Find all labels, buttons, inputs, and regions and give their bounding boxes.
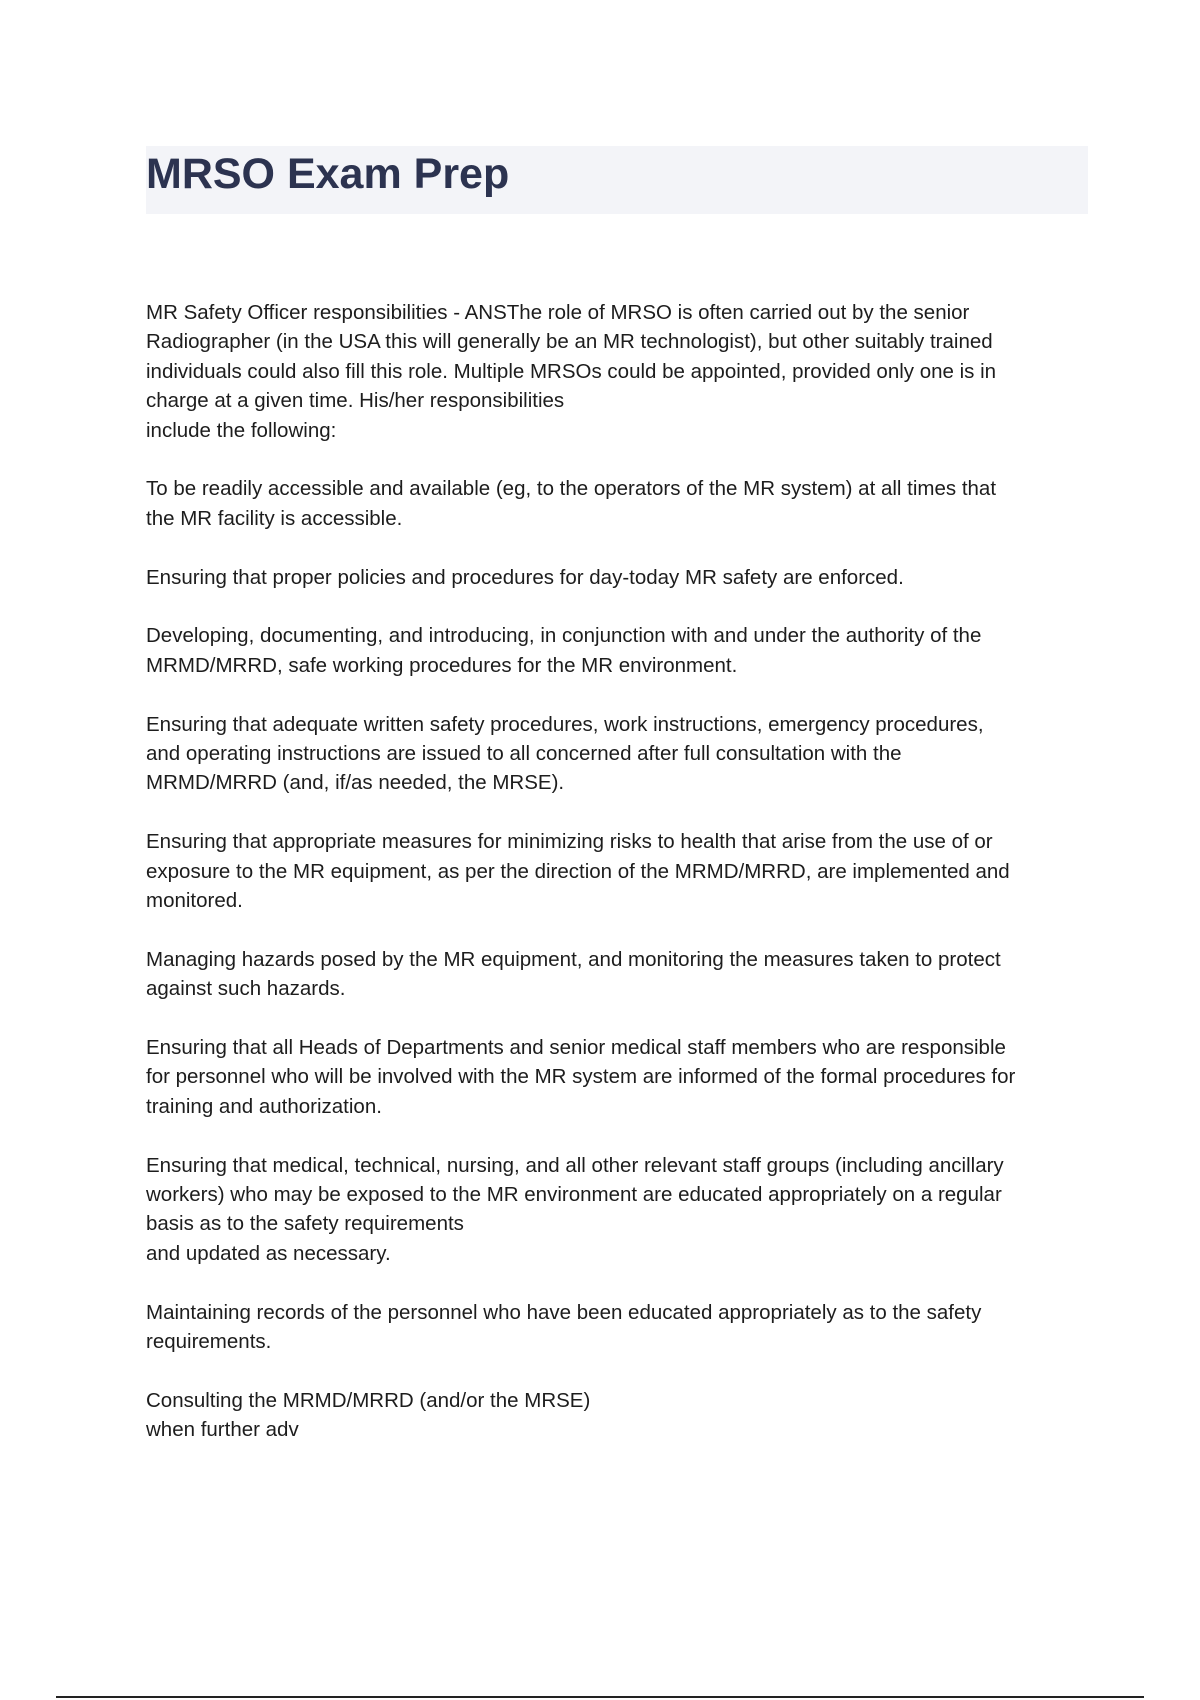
text-line: Ensuring that medical, technical, nursing, and all other relevant staff groups (including ancillary: [146, 1153, 1004, 1177]
text-line: MRMD/MRRD, safe working procedures for the MR environment.: [146, 653, 738, 677]
text-line: and updated as necessary.: [146, 1241, 391, 1265]
paragraph-developing: [146, 621, 1096, 680]
text-line: MRMD/MRRD (and, if/as needed, the MRSE).: [146, 771, 565, 795]
paragraph-records: [146, 1298, 1096, 1357]
text-line: Developing, documenting, and introducing, in conjunction with and under the authority of the: [146, 624, 982, 648]
text-line: MR Safety Officer responsibilities - ANSThe role of MRSO is often carried out by the senior: [146, 301, 970, 324]
paragraph-policies: [146, 563, 1096, 592]
text-line: Managing hazards posed by the MR equipment, and monitoring the measures taken to protect: [146, 947, 1001, 971]
text-line: Ensuring that proper policies and procedures for day-today MR safety are enforced.: [146, 565, 904, 589]
text-line: workers) who may be exposed to the MR environment are educated appropriately on a regular: [146, 1183, 1002, 1207]
paragraph-consulting: [146, 1386, 1096, 1445]
text-line: the MR facility is accessible.: [146, 506, 403, 530]
text-line: basis as to the safety requirements: [146, 1212, 464, 1236]
text-line: Ensuring that all Heads of Departments and senior medical staff members who are responsible: [146, 1036, 1006, 1060]
text-line: against such hazards.: [146, 977, 346, 1001]
text-line: and operating instructions are issued to all concerned after full consultation with the: [146, 742, 902, 766]
text-line: Consulting the MRMD/MRRD (and/or the MRSE): [146, 1388, 591, 1412]
text-line: individuals could also fill this role. Multiple MRSOs could be appointed, provided only one is in: [146, 359, 997, 383]
paragraph-accessible: [146, 474, 1096, 533]
text-line: To be readily accessible and available (eg, to the operators of the MR system) at all times that: [146, 477, 997, 501]
text-line: include the following:: [146, 418, 337, 442]
text-line: exposure to the MR equipment, as per the direction of the MRMD/MRRD, are implemented and: [146, 859, 1010, 883]
text-line: Radiographer (in the USA this will generally be an MR technologist), but other suitably trained: [146, 330, 993, 354]
text-line: Ensuring that appropriate measures for minimizing risks to health that arise from the use of or: [146, 830, 993, 854]
paragraph-intro: [146, 298, 1096, 445]
text-line: charge at a given time. His/her responsibilities: [146, 389, 565, 413]
text-line: Ensuring that adequate written safety procedures, work instructions, emergency procedures,: [146, 712, 984, 736]
text-line: Maintaining records of the personnel who have been educated appropriately as to the safety: [146, 1300, 982, 1324]
document-body: [146, 298, 1096, 1474]
paragraph-staff-education: [146, 1151, 1096, 1269]
text-line: monitored.: [146, 889, 243, 913]
page-title: MRSO Exam Prep: [146, 150, 510, 198]
footer-divider: [56, 1696, 1144, 1698]
text-line: for personnel who will be involved with the MR system are informed of the formal procedures for: [146, 1065, 1016, 1089]
paragraph-risk-measures: [146, 827, 1096, 915]
text-line: when further adv: [146, 1418, 299, 1442]
text-line: requirements.: [146, 1330, 272, 1354]
paragraph-written-procedures: [146, 710, 1096, 798]
paragraph-heads-of-departments: [146, 1033, 1096, 1121]
paragraph-hazards: [146, 945, 1096, 1004]
text-line: training and authorization.: [146, 1094, 382, 1118]
